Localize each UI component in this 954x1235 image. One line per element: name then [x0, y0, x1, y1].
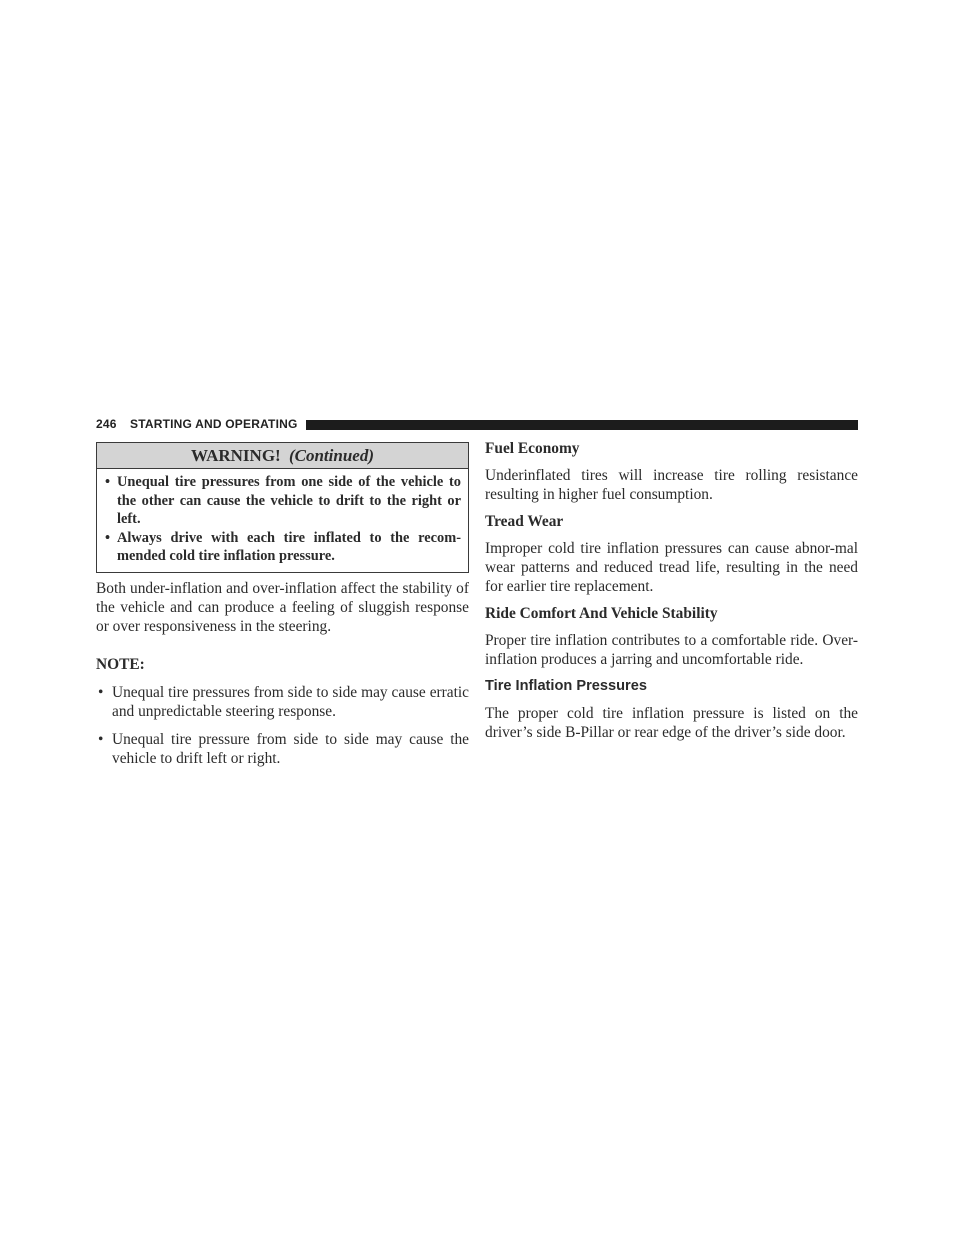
note-item: [96, 730, 469, 768]
tread-wear-heading: Tread Wear: [485, 513, 564, 530]
warning-continued: (Continued): [288, 446, 374, 465]
note-item-text: Unequal tire pressure from side to side may cause the vehicle to drift left or right.: [112, 730, 469, 767]
tire-inflation-pressures-text: The proper cold tire inflation pressure is listed on the driver’s side B-Pillar or rear edge of the driver’s side door.: [485, 705, 858, 741]
warning-title: WARNING!: [190, 446, 281, 465]
section-title: STARTING AND OPERATING: [130, 417, 298, 431]
bullet-icon: •: [105, 529, 111, 546]
warning-item: [104, 473, 461, 529]
left-column: [96, 442, 469, 777]
ride-comfort-text: Proper tire inflation contributes to a comfortable ride. Over-inflation produces a jarring and uncomfortable ride.: [485, 632, 858, 668]
bullet-icon: •: [98, 683, 104, 701]
right-column: [485, 439, 858, 750]
warning-list: [97, 469, 468, 572]
bullet-icon: •: [98, 730, 104, 748]
note-item-text: Unequal tire pressures from side to side may cause erratic and unpredictable steering response.: [112, 683, 469, 720]
warning-item-text: Unequal tire pressures from one side of the vehicle to the other can cause the vehicle to drift to the right or left.: [117, 474, 461, 528]
tread-wear-text: Improper cold tire inflation pressures can cause abnor-mal wear patterns and reduced tread life, resulting in the need for earlier tire replacement.: [485, 540, 858, 595]
ride-comfort-heading: Ride Comfort And Vehicle Stability: [485, 605, 718, 622]
warning-header: [97, 443, 468, 469]
note-list: [96, 683, 469, 768]
warning-box: [96, 442, 469, 573]
header-rule: [306, 420, 858, 430]
warning-item: [104, 529, 461, 566]
note-item: [96, 683, 469, 721]
warning-item-text: Always drive with each tire inflated to the recom-mended cold tire inflation pressure.: [117, 529, 461, 565]
note-label: NOTE:: [96, 655, 145, 673]
tire-inflation-pressures-heading: Tire Inflation Pressures: [485, 678, 647, 694]
page-number: 246: [96, 417, 117, 431]
page-header: [96, 417, 858, 431]
fuel-economy-heading: Fuel Economy: [485, 440, 580, 457]
fuel-economy-text: Underinflated tires will increase tire rolling resistance resulting in higher fuel consumption.: [485, 467, 858, 503]
stability-paragraph: Both under-inflation and over-inflation affect the stability of the vehicle and can produce a feeling of sluggish response or over responsiveness in the steering.: [96, 579, 469, 635]
bullet-icon: •: [105, 474, 111, 490]
